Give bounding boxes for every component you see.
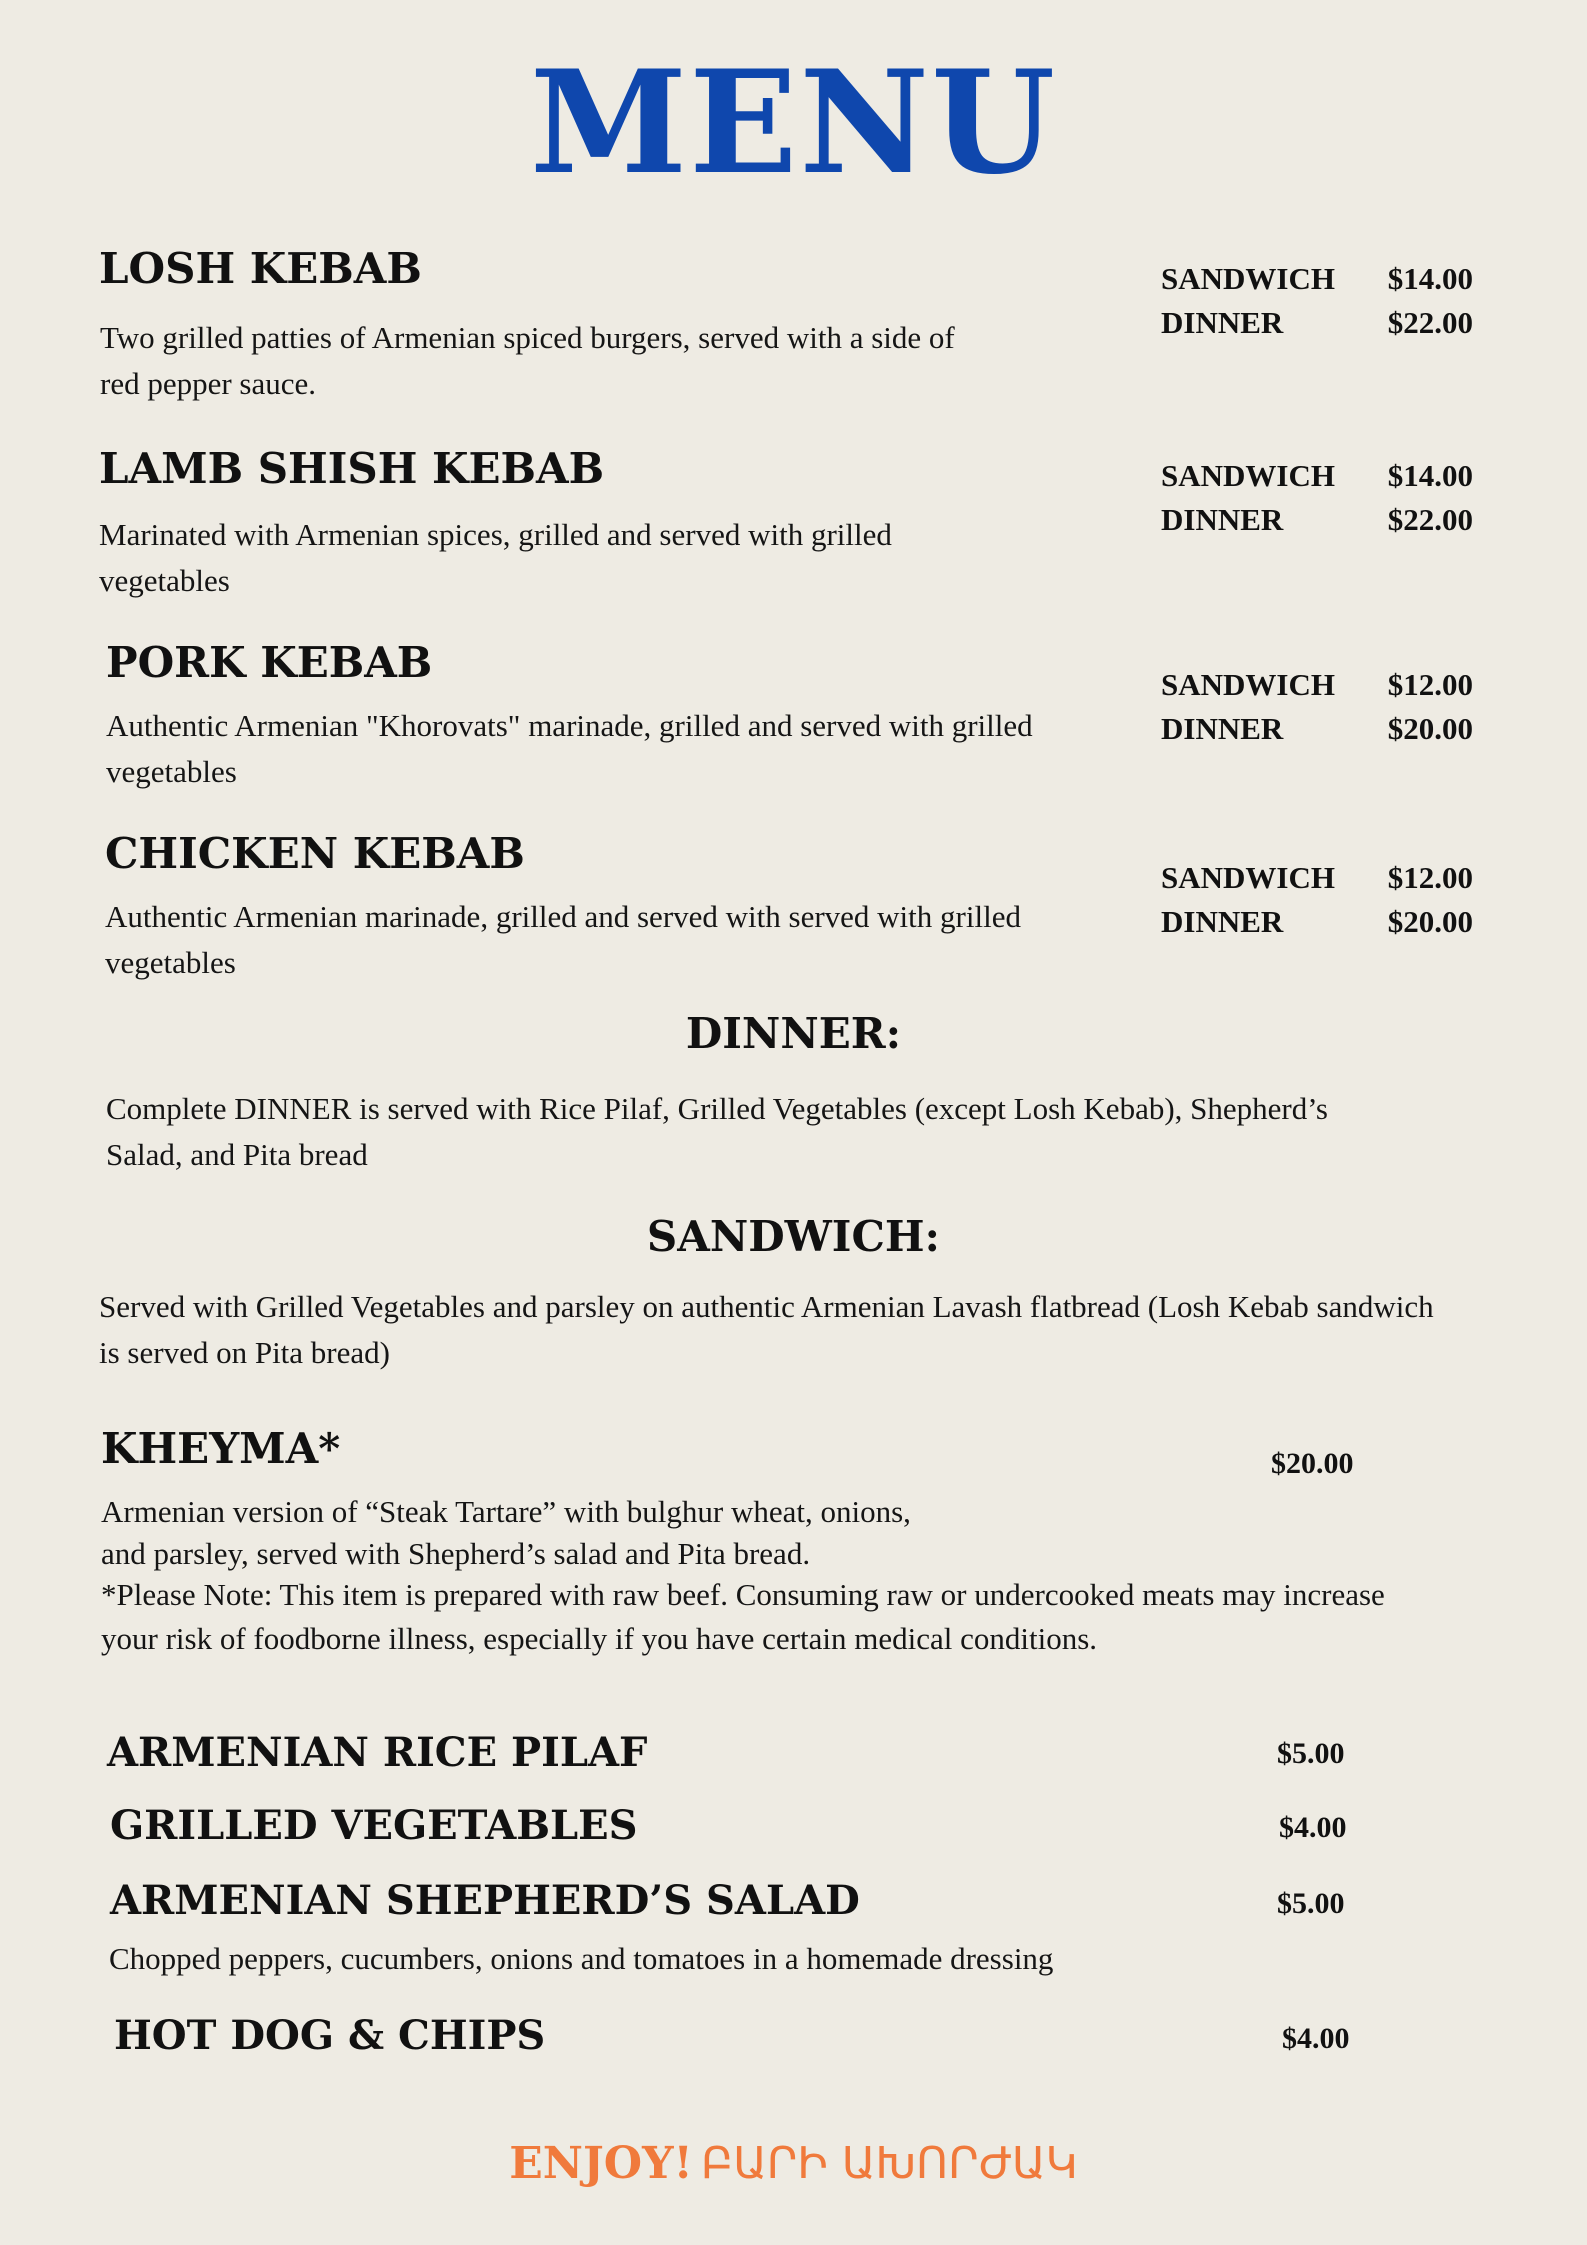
price-row-sandwich xyxy=(1161,454,1473,498)
price-kheyma: $20.00 xyxy=(1271,1447,1354,1480)
footer-enjoy xyxy=(0,2138,1587,2189)
item-name-grilled-vegetables: GRILLED VEGETABLES xyxy=(110,1802,638,1849)
item-description-pork-kebab: Authentic Armenian "Khorovats" marinade, grilled and served with grilled vegetables xyxy=(106,708,1033,789)
item-name-rice-pilaf: ARMENIAN RICE PILAF xyxy=(107,1729,648,1776)
price-label: SANDWICH xyxy=(1161,261,1335,296)
price-value: $12.00 xyxy=(1387,860,1473,895)
price-block-losh-kebab xyxy=(1161,257,1473,345)
item-description-shepherds-salad: Chopped peppers, cucumbers, onions and tomatoes in a homemade dressing xyxy=(109,1941,1054,1976)
price-shepherds-salad: $5.00 xyxy=(1277,1887,1345,1920)
menu-title: MENU xyxy=(529,40,1058,206)
dinner-description: Complete DINNER is served with Rice Pilaf, Grilled Vegetables (except Losh Kebab), Shepherd’s Salad, and Pita bread xyxy=(106,1091,1328,1172)
kheyma-raw-beef-note: *Please Note: This item is prepared with raw beef. Consuming raw or undercooked meats may increase your risk of foodborne illness, especially if you have certain medical conditions. xyxy=(101,1577,1385,1656)
item-name-lamb-shish-kebab: LAMB SHISH KEBAB xyxy=(99,444,605,493)
price-row-dinner xyxy=(1161,707,1473,751)
item-description-losh-kebab: Two grilled patties of Armenian spiced burgers, served with a side of red pepper sauce. xyxy=(100,320,955,401)
footer-enjoy-armenian: ԲԱՐԻ ԱԽՈՐԺԱԿ xyxy=(700,2138,1078,2189)
price-row-dinner xyxy=(1161,301,1473,345)
price-row-sandwich xyxy=(1161,257,1473,301)
item-name-kheyma: KHEYMA* xyxy=(101,1424,341,1473)
item-name-hot-dog-chips: HOT DOG & CHIPS xyxy=(114,2012,546,2059)
price-value: $14.00 xyxy=(1387,458,1473,493)
price-label: DINNER xyxy=(1161,502,1284,537)
item-name-pork-kebab: PORK KEBAB xyxy=(106,638,433,687)
sandwich-description: Served with Grilled Vegetables and parsley on authentic Armenian Lavash flatbread (Losh Kebab sandwich is served on Pita bread) xyxy=(99,1289,1434,1370)
item-description-kheyma-line2: and parsley, served with Shepherd’s salad and Pita bread. xyxy=(101,1536,811,1571)
price-value: $20.00 xyxy=(1387,711,1473,746)
price-row-sandwich xyxy=(1161,663,1473,707)
price-row-sandwich xyxy=(1161,856,1473,900)
price-block-lamb-shish-kebab xyxy=(1161,454,1473,542)
item-description-chicken-kebab: Authentic Armenian marinade, grilled and served with served with grilled vegetables xyxy=(105,899,1021,980)
price-value: $22.00 xyxy=(1387,502,1473,537)
dinner-heading: DINNER: xyxy=(685,1009,902,1058)
sandwich-heading: SANDWICH: xyxy=(646,1212,941,1261)
footer-enjoy-english: ENJOY! xyxy=(509,2138,693,2189)
item-name-shepherds-salad: ARMENIAN SHEPHERD’S SALAD xyxy=(110,1877,860,1924)
price-value: $22.00 xyxy=(1387,305,1473,340)
price-label: SANDWICH xyxy=(1161,667,1335,702)
price-block-chicken-kebab xyxy=(1161,856,1473,944)
price-value: $20.00 xyxy=(1387,904,1473,939)
price-label: DINNER xyxy=(1161,711,1284,746)
price-row-dinner xyxy=(1161,900,1473,944)
price-label: DINNER xyxy=(1161,904,1284,939)
price-grilled-vegetables: $4.00 xyxy=(1279,1811,1347,1844)
price-block-pork-kebab xyxy=(1161,663,1473,751)
price-rice-pilaf: $5.00 xyxy=(1277,1737,1345,1770)
price-value: $14.00 xyxy=(1387,261,1473,296)
price-hot-dog-chips: $4.00 xyxy=(1282,2022,1350,2055)
price-label: SANDWICH xyxy=(1161,458,1335,493)
price-label: DINNER xyxy=(1161,305,1284,340)
item-description-kheyma-line1: Armenian version of “Steak Tartare” with bulghur wheat, onions, xyxy=(101,1494,911,1529)
price-value: $12.00 xyxy=(1387,667,1473,702)
item-name-chicken-kebab: CHICKEN KEBAB xyxy=(105,829,525,878)
item-name-losh-kebab: LOSH KEBAB xyxy=(99,244,422,293)
price-row-dinner xyxy=(1161,498,1473,542)
item-description-lamb-shish-kebab: Marinated with Armenian spices, grilled and served with grilled vegetables xyxy=(99,517,892,598)
price-label: SANDWICH xyxy=(1161,860,1335,895)
